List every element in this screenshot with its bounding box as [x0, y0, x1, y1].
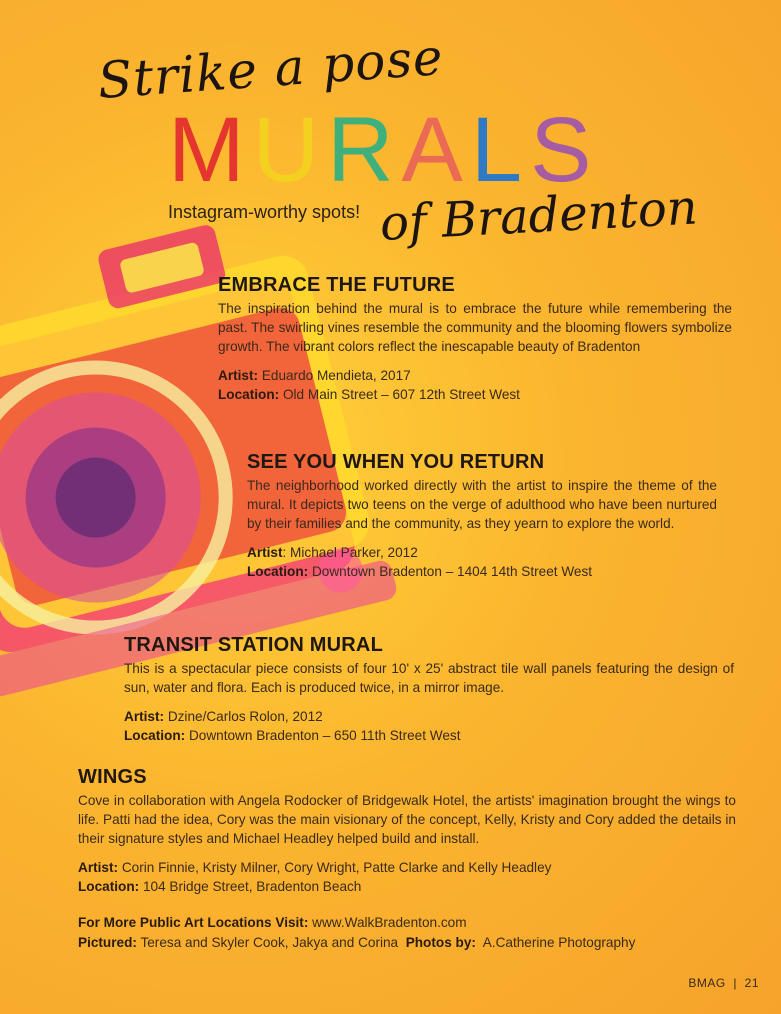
- location-label: Location:: [78, 879, 140, 894]
- script-heading-bottom: of Bradenton: [378, 179, 699, 252]
- location-value: Downtown Bradenton – 1404 14th Street West: [311, 564, 593, 579]
- murals-letter-r: R: [327, 99, 402, 201]
- photos-label: Photos by:: [405, 935, 476, 950]
- section-title: SEE YOU WHEN YOU RETURN: [247, 451, 545, 473]
- footer-credits: [78, 913, 738, 953]
- more-label: For More Public Art Locations Visit:: [78, 915, 309, 930]
- murals-letter-a: A: [401, 99, 471, 201]
- location-label: Location:: [124, 728, 186, 743]
- section-body: The inspiration behind the mural is to embrace the future while remembering the past. The swirling vines resemble the community and the blooming flowers symbolize growth. The vibrant colors reflect the inescapable beauty of Bradenton: [218, 301, 732, 354]
- photos-value: A.Catherine Photography: [482, 935, 636, 950]
- section-embrace-the-future: [218, 274, 732, 404]
- section-wings: [78, 766, 736, 896]
- artist-value: Eduardo Mendieta, 2017: [261, 368, 411, 383]
- section-credits: [124, 707, 734, 745]
- section-title: TRANSIT STATION MURAL: [124, 634, 383, 656]
- pictured-value: Teresa and Skyler Cook, Jakya and Corina: [140, 935, 399, 950]
- location-value: 104 Bridge Street, Bradenton Beach: [142, 879, 362, 894]
- location-value: Old Main Street – 607 12th Street West: [282, 387, 520, 402]
- folio-separator: |: [733, 976, 737, 990]
- murals-letter-m: M: [168, 99, 253, 201]
- website-link[interactable]: www.WalkBradenton.com: [312, 915, 467, 930]
- section-body: The neighborhood worked directly with the artist to inspire the theme of the mural. It depicts two teens on the verge of adulthood who have been nurtured by their families and the community, as they yearn to explore the world.: [247, 478, 717, 531]
- location-value: Downtown Bradenton – 650 11th Street West: [188, 728, 461, 743]
- artist-value: : Michael Parker, 2012: [282, 545, 418, 560]
- section-see-you-when-you-return: [247, 451, 717, 581]
- artist-label: Artist:: [78, 860, 119, 875]
- location-label: Location:: [218, 387, 280, 402]
- artist-value: Corin Finnie, Kristy Milner, Cory Wright, Patte Clarke and Kelly Headley: [121, 860, 552, 875]
- section-body: This is a spectacular piece consists of four 10' x 25' abstract tile wall panels featuring the design of sun, water and flora. Each is produced twice, in a mirror image.: [124, 661, 734, 695]
- murals-letter-u: U: [252, 99, 328, 201]
- section-transit-station-mural: [124, 634, 734, 745]
- artist-label: Artist:: [218, 368, 259, 383]
- artist-label: Artist:: [124, 709, 165, 724]
- section-body: Cove in collaboration with Angela Rodocker of Bridgewalk Hotel, the artists' imagination brought the wings to life. Patti had the idea, Cory was the main visionary of the concept, Kelly, Kristy and Cory added the details in their signature styles and Michael Headley helped build and install.: [78, 793, 736, 846]
- murals-letter-s: S: [530, 99, 600, 201]
- artist-value: Dzine/Carlos Rolon, 2012: [167, 709, 323, 724]
- page-folio: [688, 976, 759, 990]
- section-title: EMBRACE THE FUTURE: [218, 274, 455, 296]
- section-credits: [218, 366, 732, 404]
- section-credits: [78, 858, 736, 896]
- publication-name: BMAG: [688, 976, 726, 990]
- script-heading-top: Strike a pose: [95, 27, 446, 110]
- murals-letter-l: L: [470, 99, 531, 201]
- artist-label: Artist: [247, 545, 283, 560]
- section-credits: [247, 543, 717, 581]
- subtitle: Instagram-worthy spots!: [168, 202, 361, 222]
- section-title: WINGS: [78, 766, 147, 788]
- pictured-label: Pictured:: [78, 935, 137, 950]
- page-number: 21: [744, 976, 759, 990]
- murals-wordmark: [168, 99, 600, 201]
- location-label: Location:: [247, 564, 309, 579]
